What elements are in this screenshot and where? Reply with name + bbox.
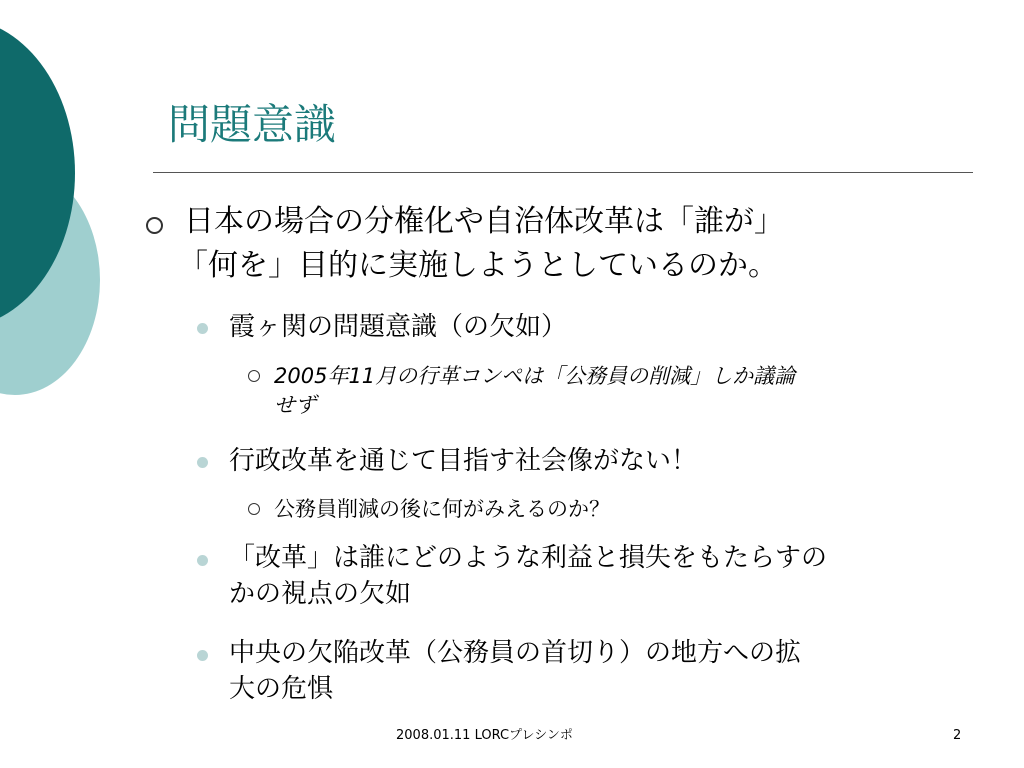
bullet-line: 「改革」は誰にどのような利益と損失をもたらすの bbox=[229, 543, 828, 573]
dot-bullet-icon bbox=[197, 650, 208, 661]
slide-title: 問題意識 bbox=[168, 100, 337, 149]
dot-bullet-icon bbox=[197, 457, 208, 468]
hollow-circle-bullet-icon bbox=[248, 370, 260, 382]
bullet-level3 bbox=[274, 495, 610, 524]
bullet-level1 bbox=[178, 200, 784, 288]
hollow-circle-bullet-icon bbox=[146, 217, 163, 234]
bullet-line: 霞ヶ関の問題意識（の欠如） bbox=[229, 312, 568, 342]
footer-text: 2008.01.11 LORCプレシンポ bbox=[396, 728, 573, 743]
dot-bullet-icon bbox=[197, 323, 208, 334]
bullet-line: せず bbox=[274, 393, 316, 417]
bullet-level2 bbox=[229, 540, 827, 612]
bullet-line: 行政改革を通じて目指す社会像がない！ bbox=[229, 446, 698, 476]
bullet-line: かの視点の欠如 bbox=[229, 579, 412, 609]
bullet-line: 中央の欠陥改革（公務員の首切り）の地方への拡 bbox=[229, 638, 802, 668]
bullet-level2 bbox=[229, 443, 697, 479]
bullet-line: 日本の場合の分権化や自治体改革は「誰が」 bbox=[184, 204, 784, 239]
bullet-line: 大の危惧 bbox=[229, 674, 334, 704]
bullet-line: 公務員削減の後に何がみえるのか？ bbox=[274, 497, 610, 521]
dot-bullet-icon bbox=[197, 555, 208, 566]
hollow-circle-bullet-icon bbox=[248, 503, 260, 515]
bullet-level3 bbox=[274, 362, 795, 420]
bullet-line: 「何を」目的に実施しようとしているのか。 bbox=[178, 248, 778, 283]
bullet-level2 bbox=[229, 309, 567, 345]
bullet-line: 2005年11月の行革コンペは「公務員の削減」しか議論 bbox=[274, 364, 796, 388]
title-divider bbox=[153, 172, 973, 173]
page-number: 2 bbox=[953, 728, 962, 743]
bullet-level2 bbox=[229, 635, 801, 707]
